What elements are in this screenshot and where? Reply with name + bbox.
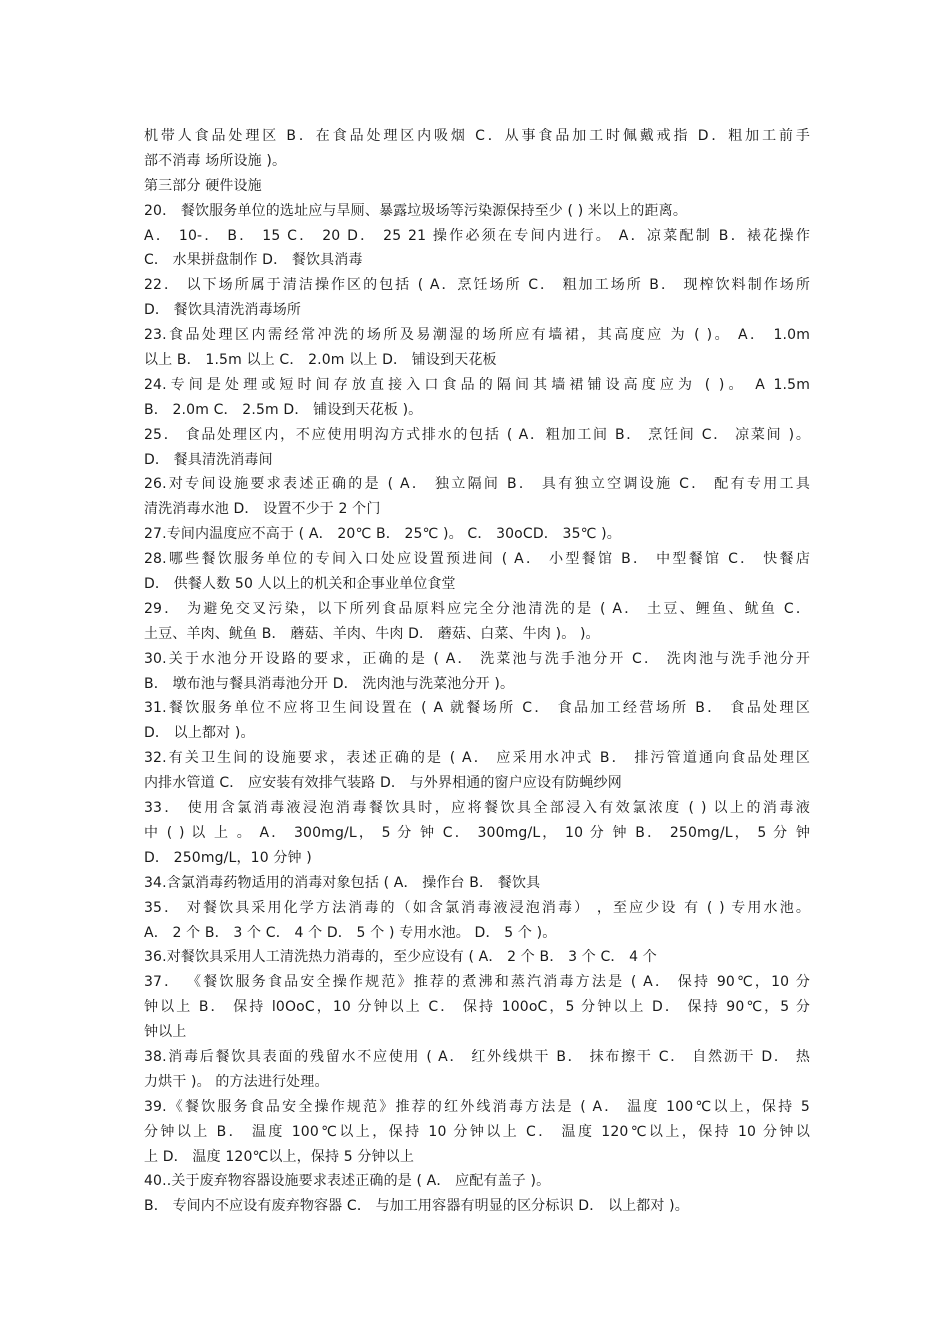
text-line: 24.专间是处理或短时间存放直接入口食品的隔间其墙裙铺设高度应为 ( )。 A 1.5m bbox=[144, 376, 810, 393]
text-line: 29． 为避免交叉污染，以下所列食品原料应完全分池清洗的是 ( A． 土豆、鲤鱼、鱿鱼 C． bbox=[144, 600, 810, 617]
text-line: A． 10-． B． 15 C． 20 D． 25 21 操作必须在专间内进行。 A．凉菜配制 B．裱花操作 bbox=[144, 227, 810, 244]
text-line: D． 以上都对 )。 bbox=[144, 725, 255, 742]
text-line: 钟以上 B． 保持 l0OoC，10 分钟以上 C． 保持 100oC，5 分钟以上 D． 保持 90℃，5 分 bbox=[144, 999, 810, 1016]
text-line: 以上 B． 1.5m 以上 C． 2.0m 以上 D． 铺设到天花板 bbox=[144, 352, 497, 369]
text-line: 20． 餐饮服务单位的选址应与旱厕、暴露垃圾场等污染源保持至少 ( ) 米以上的距离。 bbox=[144, 202, 687, 219]
text-line: 26.对专间设施要求表述正确的是 ( A． 独立隔间 B． 具有独立空调设施 C． 配有专用工具 bbox=[144, 476, 810, 493]
text-line: D． 供餐人数 50 人以上的机关和企事业单位食堂 bbox=[144, 576, 456, 593]
text-line: 40..关于废弃物容器设施要求表述正确的是 ( A． 应配有盖子 )。 bbox=[144, 1173, 551, 1190]
text-line: D． 餐具清洗消毒间 bbox=[144, 451, 273, 468]
text-line: 35． 对餐饮具采用化学方法消毒的（如含氯消毒液浸泡消毒） ，至应少设 有 ( ) 专用水池。 bbox=[144, 899, 810, 916]
text-line: 钟以上 bbox=[144, 1024, 187, 1041]
text-line: 28.哪些餐饮服务单位的专间入口处应设置预进间 ( A． 小型餐馆 B． 中型餐馆 C． 快餐店 bbox=[144, 551, 810, 568]
text-line: B． 专间内不应设有废弃物容器 C． 与加工用容器有明显的区分标识 D． 以上都对 )。 bbox=[144, 1198, 689, 1215]
text-line: 分钟以上 B． 温度 100℃以上，保持 10 分钟以上 C． 温度 120℃以上，保持 10 分钟以 bbox=[144, 1123, 810, 1140]
text-line: A． 2 个 B． 3 个 C． 4 个 D． 5 个 ) 专用水池。 D． 5 个 )。 bbox=[144, 924, 557, 941]
text-line: 23.食品处理区内需经常冲洗的场所及易潮湿的场所应有墙裙，其高度应 为 ( )。 A． 1.0m bbox=[144, 327, 810, 344]
document-body bbox=[144, 124, 810, 1219]
text-line: 37． 《餐饮服务食品安全操作规范》推荐的煮沸和蒸汽消毒方法是 ( A． 保持 90℃，10 分 bbox=[144, 974, 810, 991]
text-line: B． 2.0m C． 2.5m D． 铺设到天花板 )。 bbox=[144, 401, 423, 418]
text-line: 38.消毒后餐饮具表面的残留水不应使用 ( A． 红外线烘干 B． 抹布擦干 C． 自然沥干 D． 热 bbox=[144, 1048, 810, 1065]
text-line: 土豆、羊肉、鱿鱼 B． 蘑菇、羊肉、牛肉 D． 蘑菇、白菜、牛肉 )。 )。 bbox=[144, 625, 600, 642]
text-line: 22． 以下场所属于清洁操作区的包括 ( A．烹饪场所 C． 粗加工场所 B． 现榨饮料制作场所 bbox=[144, 277, 810, 294]
text-line: D． 250mg/L，10 分钟 ) bbox=[144, 849, 312, 866]
text-line: 31.餐饮服务单位不应将卫生间设置在 ( A 就餐场所 C． 食品加工经营场所 B． 食品处理区 bbox=[144, 700, 810, 717]
text-line: 中 ( ) 以 上 。 A． 300mg/L， 5 分 钟 C． 300mg/L， 10 分 钟 B． 250mg/L， 5 分 钟 bbox=[144, 824, 810, 841]
text-line: 内排水管道 C． 应安装有效排气装路 D． 与外界相通的窗户应设有防蝇纱网 bbox=[144, 775, 622, 792]
text-line: 清洗消毒水池 D． 设置不少于 2 个门 bbox=[144, 501, 381, 518]
text-line: D． 餐饮具清洗消毒场所 bbox=[144, 302, 302, 319]
text-line: 32.有关卫生间的设施要求，表述正确的是 ( A． 应采用水冲式 B． 排污管道通向食品处理区 bbox=[144, 750, 810, 767]
text-line: 力烘干 )。 的方法进行处理。 bbox=[144, 1073, 329, 1090]
text-line: 36.对餐饮具采用人工清洗热力消毒的，至少应设有 ( A． 2 个 B． 3 个 C． 4 个 bbox=[144, 949, 657, 966]
text-line: 上 D． 温度 120℃以上，保持 5 分钟以上 bbox=[144, 1148, 414, 1165]
text-line: 机带人食品处理区 B．在食品处理区内吸烟 C．从事食品加工时佩戴戒指 D．粗加工前手 bbox=[144, 128, 810, 144]
text-line: 33． 使用含氯消毒液浸泡消毒餐饮具时，应将餐饮具全部浸入有效氯浓度 ( ) 以上的消毒液 bbox=[144, 800, 810, 817]
text-line: B． 墩布池与餐具消毒池分开 D． 洗肉池与洗菜池分开 )。 bbox=[144, 675, 515, 692]
text-line: 第三部分 硬件设施 bbox=[144, 177, 262, 194]
text-line: 39.《餐饮服务食品安全操作规范》推荐的红外线消毒方法是 ( A． 温度 100℃以上，保持 5 bbox=[144, 1098, 810, 1115]
text-line: 25． 食品处理区内，不应使用明沟方式排水的包括 ( A．粗加工间 B． 烹饪间 C． 凉菜间 )。 bbox=[144, 426, 810, 443]
text-line: C． 水果拼盘制作 D． 餐饮具消毒 bbox=[144, 252, 363, 269]
text-line: 34.含氯消毒药物适用的消毒对象包括 ( A． 操作台 B． 餐饮具 bbox=[144, 874, 541, 891]
text-line: 27.专间内温度应不高于 ( A． 20℃ B． 25℃ )。 C． 30oCD． 35℃ )。 bbox=[144, 526, 621, 543]
text-line: 部不消毒 场所设施 )。 bbox=[144, 152, 287, 169]
text-line: 30.关于水池分开设路的要求，正确的是 ( A． 洗菜池与洗手池分开 C． 洗肉池与洗手池分开 bbox=[144, 650, 810, 667]
